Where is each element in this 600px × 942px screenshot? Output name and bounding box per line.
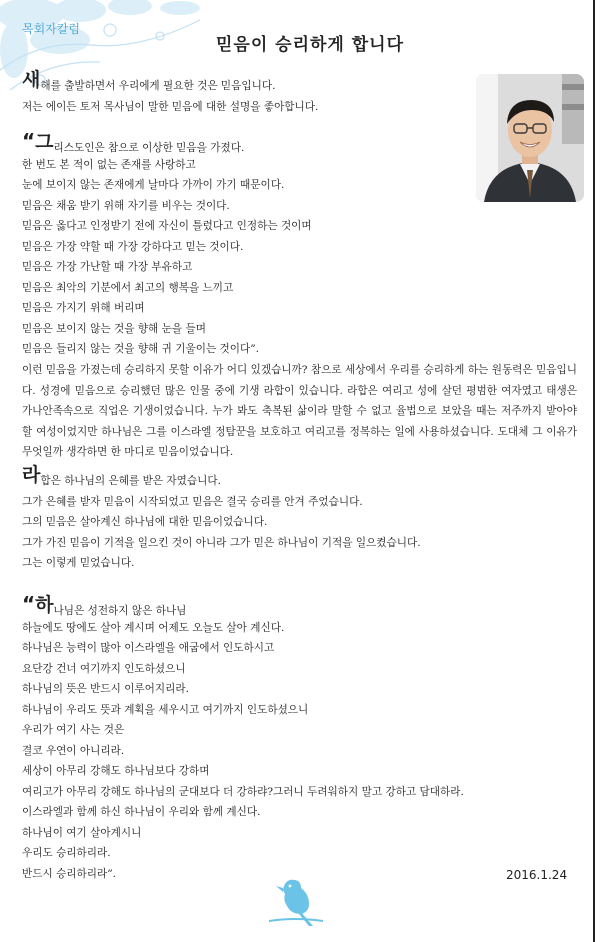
text-line: 믿음은 옳다고 인정받기 전에 자신이 틀렸다고 인정하는 것이며 bbox=[22, 220, 312, 232]
dropcap: 새 bbox=[22, 69, 41, 91]
text-line: 우리도 승리하리라. bbox=[22, 847, 111, 859]
text-line: 세상이 아무리 강해도 하나님보다 강하며 bbox=[22, 765, 210, 777]
text-line: 하나님의 뜻은 반드시 이루어지리라. bbox=[22, 683, 189, 695]
text-line: 한 번도 본 적이 없는 존재를 사랑하고 bbox=[22, 158, 196, 171]
text-line bbox=[22, 592, 464, 618]
text-line: 이스라엘과 함께 하신 하나님이 우리와 함께 계신다. bbox=[22, 806, 261, 818]
text-line bbox=[22, 129, 312, 155]
text-line-rest: 나님은 성전하지 않은 하나님 bbox=[53, 605, 187, 617]
text-line bbox=[22, 69, 318, 97]
column-date: 2016.1.24 bbox=[506, 868, 568, 882]
text-line: 하나님은 능력이 많아 이스라엘을 애굽에서 인도하시고 bbox=[22, 642, 275, 654]
text-line: 믿음은 보이지 않는 것을 향해 눈을 들며 bbox=[22, 322, 206, 335]
quote-open-mark: “ bbox=[22, 129, 36, 153]
text-line: 믿음은 최악의 기분에서 최고의 행복을 느끼고 bbox=[22, 281, 234, 294]
text-line: 여리고가 아무리 강해도 하나님의 군대보다 더 강하랴?그러니 두려워하지 말고 강하고 담대하라. bbox=[22, 785, 464, 798]
bird-icon bbox=[265, 868, 327, 930]
text-line bbox=[22, 464, 421, 492]
text-line: 믿음은 가장 약할 때 가장 강하다고 믿는 것이다. bbox=[22, 240, 244, 253]
rahab-belief-block bbox=[22, 592, 464, 884]
text-line: 요단강 건너 여기까지 인도하셨으니 bbox=[22, 662, 186, 675]
text-line: 그의 믿음은 살아계신 하나님에 대한 믿음이었습니다. bbox=[22, 516, 268, 528]
text-line: 눈에 보이지 않는 존재에게 날마다 가까이 가기 때문이다. bbox=[22, 179, 285, 191]
body-paragraph: 이런 믿음을 가졌는데 승리하지 못할 이유가 어디 있겠습니까? 참으로 세상에서 우리를 승리하게 하는 원동력은 믿음입니다. 성경에 믿음으로 승리했던 많은 인물 중에 기생 라합이 있습니다. 라합은 여리고 성에 살던 평범한 여자였고 태생은 가나안족속으로 직업은 기생이었습니다. 누가 봐도 축복된 삶이라 말할 수 없고 율법으로 보았을 때는 저주까지 받아야 할 여성이었지만 하나님은 그를 이스라엘 정탐꾼을 보호하고 여리고를 정복하는 일에 사용하셨습니다. 도대체 그 이유가 무엇일까 생각하면 한 마디로 믿음이었습니다. bbox=[22, 364, 577, 458]
dropcap: 그 bbox=[35, 131, 54, 153]
intro-block bbox=[22, 69, 319, 117]
portrait-image-icon bbox=[476, 74, 584, 202]
text-line: 반드시 승리하리라”. bbox=[22, 867, 117, 880]
text-line-rest: 리스도인은 참으로 이상한 믿음을 가졌다. bbox=[53, 142, 245, 154]
text-line: 그가 가진 믿음이 기적을 일으킨 것이 아니라 그가 믿은 하나님이 기적을 일으켰습니다. bbox=[22, 536, 421, 549]
right-edge-rule bbox=[593, 0, 595, 942]
tozer-quote-block bbox=[22, 129, 312, 360]
text-line: 결코 우연이 아니리라. bbox=[22, 744, 125, 757]
text-line: 하나님이 여기 살아계시니 bbox=[22, 826, 142, 839]
text-line-rest: 합은 하나님의 은혜를 받은 자였습니다. bbox=[40, 475, 221, 487]
text-line: 하늘에도 땅에도 살아 계시며 어제도 오늘도 살아 계신다. bbox=[22, 621, 285, 634]
text-line: 믿음은 가장 가난할 때 가장 부유하고 bbox=[22, 261, 193, 273]
column-tag: 목회자칼럼 bbox=[22, 22, 80, 36]
text-line: 그가 은혜를 받자 믿음이 시작되었고 믿음은 결국 승리를 안겨 주었습니다. bbox=[22, 495, 363, 508]
text-line-rest: 해를 출발하면서 우리에게 필요한 것은 믿음입니다. bbox=[40, 80, 276, 92]
dropcap: 하 bbox=[35, 594, 54, 616]
text-line: 그는 이렇게 믿었습니다. bbox=[22, 557, 135, 569]
dropcap: 라 bbox=[22, 464, 41, 486]
text-line: 우리가 여기 사는 것은 bbox=[22, 724, 125, 736]
quote-open-mark: “ bbox=[22, 592, 36, 616]
text-line: 하나님이 우리도 뜻과 계획을 세우시고 여기까지 인도하셨으니 bbox=[22, 703, 309, 716]
text-line: 믿음은 가지기 위해 버리며 bbox=[22, 302, 145, 314]
rahab-block bbox=[22, 464, 421, 574]
pastor-portrait bbox=[476, 74, 584, 202]
text-line: 저는 에이든 토저 목사님이 말한 믿음에 대한 설명을 좋아합니다. bbox=[22, 100, 319, 113]
text-line: 믿음은 들리지 않는 것을 향해 귀 기울이는 것이다”. bbox=[22, 343, 260, 355]
text-line: 믿음은 채움 받기 위해 자기를 비우는 것이다. bbox=[22, 199, 230, 212]
page-title: 믿음이 승리하게 합니다 bbox=[215, 35, 405, 55]
